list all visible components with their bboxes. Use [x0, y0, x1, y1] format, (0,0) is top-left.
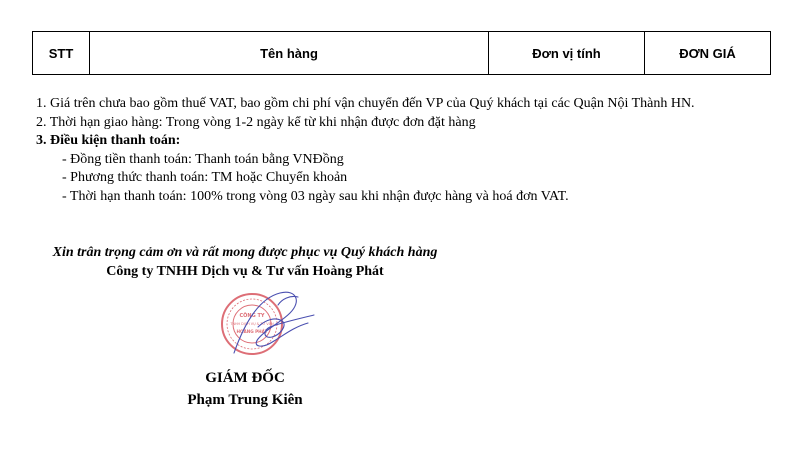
signer-title: GIÁM ĐỐC [205, 370, 285, 386]
header-product-name: Tên hàng [90, 32, 489, 75]
term-delivery-time: 2. Thời hạn giao hàng: Trong vòng 1-2 ngày kể từ khi nhận được đơn đặt hàng [36, 114, 476, 130]
table-header-row [33, 32, 771, 75]
svg-text:TNHH DỊCH VỤ & TƯ VẤN: TNHH DỊCH VỤ & TƯ VẤN [230, 322, 274, 326]
signer-name: Phạm Trung Kiên [187, 392, 303, 408]
term-payment-method: - Phương thức thanh toán: TM hoặc Chuyển khoản [62, 170, 348, 185]
header-stt: STT [33, 32, 90, 75]
term-payment-currency: - Đồng tiền thanh toán: Thanh toán bằng VNĐồng [62, 151, 344, 167]
thank-you-note: Xin trân trọng cảm ơn và rất mong được phục vụ Quý khách hàng [52, 245, 438, 260]
terms-section [36, 95, 695, 206]
price-table [32, 31, 771, 75]
term-payment-deadline: - Thời hạn thanh toán: 100% trong vòng 03 ngày sau khi nhận được hàng và hoá đơn VAT. [62, 188, 569, 204]
closing-block [40, 244, 450, 281]
term-payment-heading: 3. Điều kiện thanh toán: [36, 133, 181, 148]
signature-block [140, 367, 350, 411]
svg-text:HOÀNG PHÁT: HOÀNG PHÁT [236, 329, 268, 334]
header-unit: Đơn vị tính [489, 32, 645, 75]
svg-text:CÔNG TY: CÔNG TY [239, 313, 265, 319]
term-price-note: 1. Giá trên chưa bao gồm thuế VAT, bao gồm chi phí vận chuyển đến VP của Quý khách tại các Quận Nội Thành HN. [36, 96, 695, 111]
company-name: Công ty TNHH Dịch vụ & Tư vấn Hoàng Phát [106, 263, 384, 279]
seal-and-signature-icon [218, 283, 328, 365]
company-seal [218, 283, 328, 365]
header-unit-price: ĐƠN GIÁ [645, 32, 771, 75]
